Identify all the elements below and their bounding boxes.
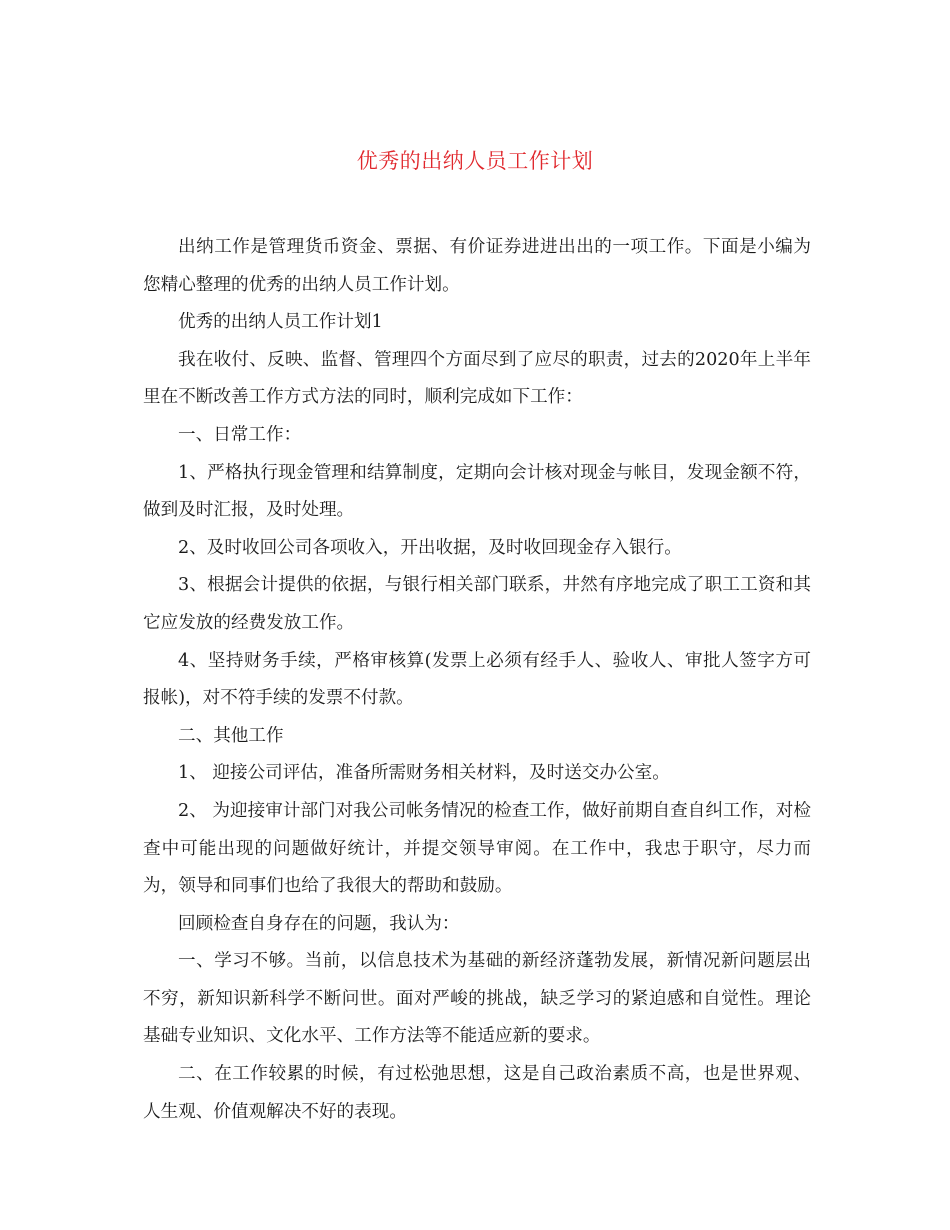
daily-work-item-4: 4、坚持财务手续，严格审核算(发票上必须有经手人、验收人、审批人签字方可报帐)，对不符手续的发票不付款。 bbox=[143, 650, 811, 709]
other-work-item-2: 2、 为迎接审计部门对我公司帐务情况的检查工作，做好前期自查自纠工作，对检查中可能出现的问题做好统计，并提交领导审阅。在工作中，我忠于职守，尽力而为，领导和同事们也给了我很大的帮助和鼓励。 bbox=[143, 800, 811, 897]
daily-work-item-3: 3、根据会计提供的依据，与银行相关部门联系，井然有序地完成了职工工资和其它应发放的经费发放工作。 bbox=[143, 575, 811, 633]
section-heading-other-work: 二、其他工作 bbox=[178, 725, 284, 746]
section-heading-daily-work: 一、日常工作： bbox=[178, 424, 302, 445]
review-item-2: 二、在工作较累的时候，有过松弛思想，这是自己政治素质不高，也是世界观、人生观、价值观解决不好的表现。 bbox=[143, 1064, 811, 1122]
daily-work-item-2: 2、及时收回公司各项收入，开出收据，及时收回现金存入银行。 bbox=[178, 537, 682, 558]
summary-paragraph: 我在收付、反映、监督、管理四个方面尽到了应尽的职责，过去的2020年上半年里在不断改善工作方式方法的同时，顺利完成如下工作： bbox=[143, 349, 811, 408]
other-work-item-1: 1、 迎接公司评估，准备所需财务相关材料，及时送交办公室。 bbox=[178, 763, 670, 784]
intro-paragraph: 出纳工作是管理货币资金、票据、有价证券进进出出的一项工作。下面是小编为您精心整理的优秀的出纳人员工作计划。 bbox=[143, 237, 811, 295]
document-body bbox=[143, 229, 811, 1131]
daily-work-item-1: 1、严格执行现金管理和结算制度，定期向会计核对现金与帐目，发现金额不符，做到及时汇报，及时处理。 bbox=[143, 462, 811, 521]
document-title: 优秀的出纳人员工作计划 bbox=[356, 149, 594, 173]
review-item-1: 一、学习不够。当前，以信息技术为基础的新经济蓬勃发展，新情况新问题层出不穷，新知识新科学不断问世。面对严峻的挑战，缺乏学习的紧迫感和自觉性。理论基础专业知识、文化水平、工作方法等不能适应新的要求。 bbox=[143, 951, 811, 1047]
review-intro-paragraph: 回顾检查自身存在的问题，我认为： bbox=[178, 913, 460, 934]
section-heading-plan-1: 优秀的出纳人员工作计划1 bbox=[178, 312, 383, 333]
